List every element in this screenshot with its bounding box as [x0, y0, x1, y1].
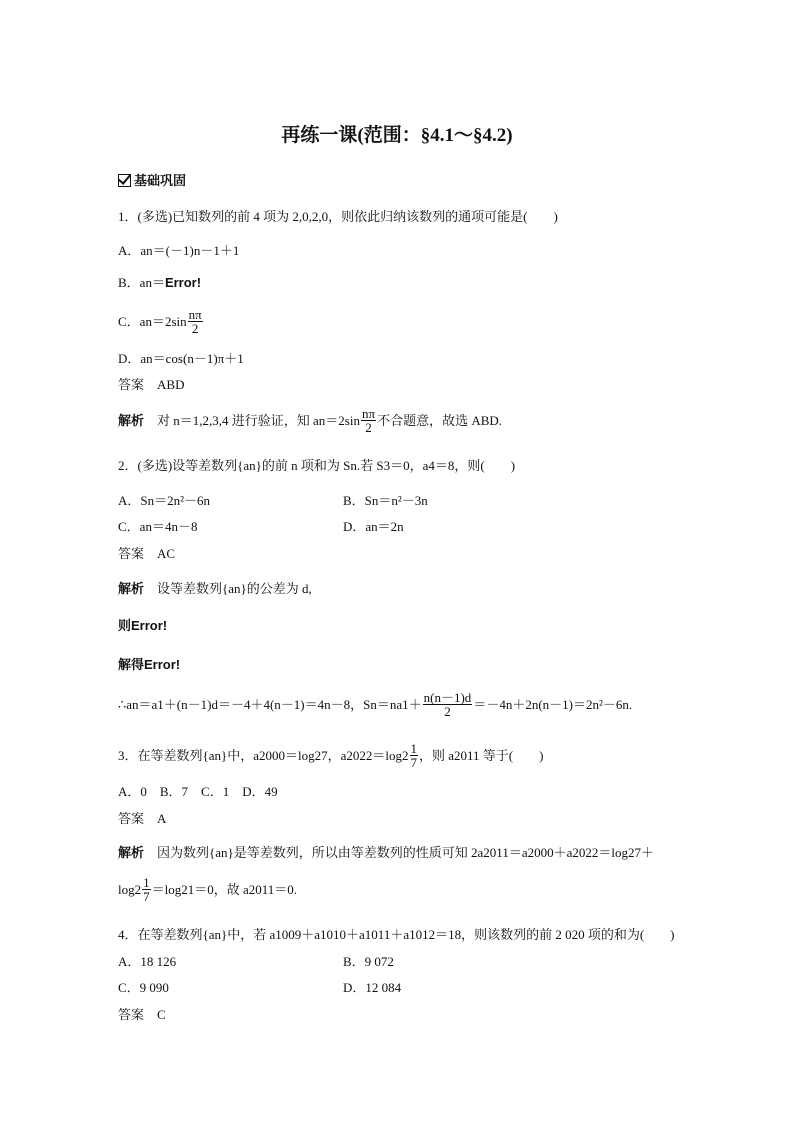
q3-stem: 3．在等差数列{an}中，a2000＝log27，a2022＝log2 $\frac{1}{7}$ ，则 a2011 等于( )	[118, 741, 544, 770]
q1-option-b: B．an＝Error!	[118, 275, 202, 290]
q2-option-d: D．an＝2n	[343, 519, 404, 534]
checkbox-icon	[118, 174, 131, 187]
q3-options: A．0 B．7 C．1 D．49	[118, 784, 278, 799]
q1-option-a: A．an＝(－1)n－1＋1	[118, 243, 240, 258]
page-title: 再练一课(范围：§4.1～§4.2)	[281, 125, 513, 146]
q4-option-b: B．9 072	[343, 954, 394, 969]
q4-option-d: D．12 084	[343, 980, 402, 995]
q4-stem: 4．在等差数列{an}中，若 a1009＋a1010＋a1011＋a1012＝18，则该数列的前 2 020 项的和为( )	[118, 927, 675, 942]
section-label: 基础巩固	[134, 173, 187, 188]
q3-analysis-cont: log2 $\frac{1}{7}$ ＝log21＝0，故 a2011＝0.	[118, 875, 298, 904]
q1-analysis: 解析 对 n＝1,2,3,4 进行验证，知 an＝2sin $\frac{n\pi}{2}$ 不合题意，故选 ABD.	[118, 406, 503, 435]
q2-solve: 解得Error!	[118, 657, 181, 672]
q2-stem: 2．(多选)设等差数列{an}的前 n 项和为 Sn.若 S3＝0，a4＝8，则( )	[118, 458, 516, 473]
q3-analysis: 解析 因为数列{an}是等差数列，所以由等差数列的性质可知 2a2011＝a2000＋a2022＝log27＋	[118, 845, 654, 860]
q2-answer: 答案 AC	[118, 546, 176, 561]
q2-option-a: A．Sn＝2n²－6n	[118, 493, 211, 508]
q1-option-c: C．an＝2sin $\frac{n\pi}{2}$	[118, 307, 202, 336]
q1-option-d: D．an＝cos(n－1)π＋1	[118, 351, 244, 366]
q1-answer: 答案 ABD	[118, 377, 185, 392]
q4-option-a: A．18 126	[118, 954, 177, 969]
fraction: $\frac{n\pi}{2}$	[188, 307, 202, 336]
q4-option-c: C．9 090	[118, 980, 169, 995]
q2-final: ∴an＝a1＋(n－1)d＝－4＋4(n－1)＝4n－8，Sn＝na1＋ $\frac{n(n-1)d}{2}$ ＝－4n＋2n(n－1)＝2n²－6n.	[118, 690, 633, 719]
q2-then: 则Error!	[118, 618, 168, 633]
q1-stem: 1．(多选)已知数列的前 4 项为 2,0,2,0，则依此归纳该数列的通项可能是( )	[118, 209, 558, 224]
q4-answer: 答案 C	[118, 1007, 166, 1022]
q2-option-b: B．Sn＝n²－3n	[343, 493, 428, 508]
section-heading	[118, 173, 186, 189]
q3-answer: 答案 A	[118, 811, 167, 826]
q2-option-c: C．an＝4n－8	[118, 519, 198, 534]
q2-analysis: 解析 设等差数列{an}的公差为 d,	[118, 581, 312, 596]
